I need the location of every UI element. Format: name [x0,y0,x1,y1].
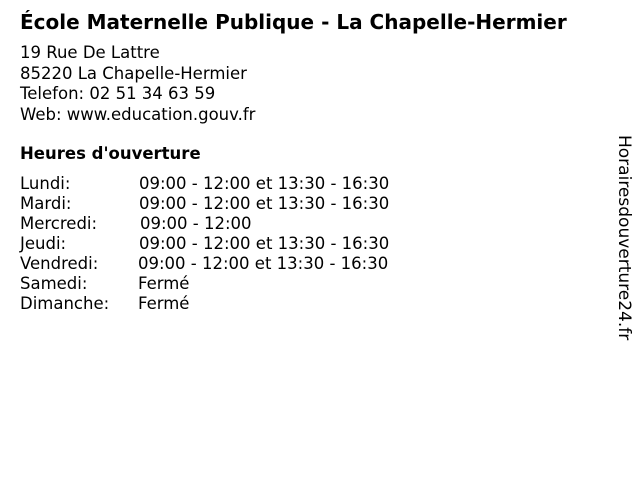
address-block [20,43,255,125]
day-label: Jeudi: [20,234,67,253]
time-value: 09:00 - 12:00 et 13:30 - 16:30 [139,194,390,213]
time-value: 09:00 - 12:00 et 13:30 - 16:30 [139,174,390,193]
phone-number: Telefon: 02 51 34 63 59 [20,84,216,103]
day-label: Mardi: [20,194,72,213]
time-value: 09:00 - 12:00 et 13:30 - 16:30 [138,254,389,273]
time-value: Fermé [138,274,190,293]
time-value: Fermé [138,294,190,313]
day-label: Vendredi: [20,254,99,273]
street-address: 19 Rue De Lattre [20,43,160,62]
day-label: Dimanche: [20,294,110,313]
watermark [612,135,636,345]
time-value: 09:00 - 12:00 et 13:30 - 16:30 [139,234,390,253]
time-value: 09:00 - 12:00 [140,214,252,233]
day-label: Mercredi: [20,214,98,233]
page-title: École Maternelle Publique - La Chapelle-Hermier [20,10,567,34]
day-label: Samedi: [20,274,88,293]
hours-heading: Heures d'ouverture [20,144,201,163]
day-label: Lundi: [20,174,71,193]
website: Web: www.education.gouv.fr [20,104,256,124]
watermark-text: Horairesdouverture24.fr [614,135,634,341]
city-address: 85220 La Chapelle-Hermier [20,63,247,83]
